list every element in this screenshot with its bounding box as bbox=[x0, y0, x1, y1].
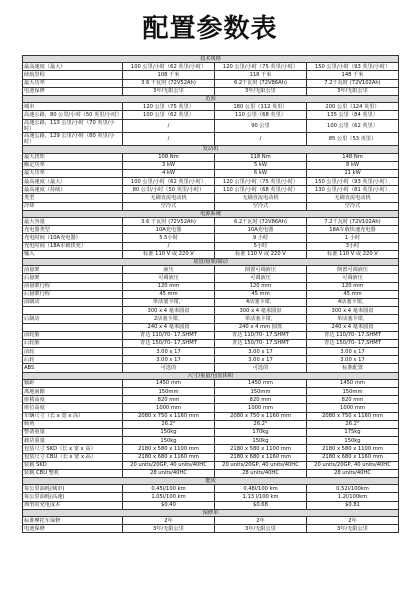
spec-value: 100 公里（62 英里） bbox=[307, 119, 399, 132]
spec-value: 120 mm bbox=[123, 282, 215, 290]
table-row bbox=[23, 331, 399, 339]
spec-value: 3.00 x 17 bbox=[307, 348, 399, 356]
spec-sheet bbox=[22, 55, 398, 533]
table-row bbox=[23, 453, 399, 461]
spec-value: 可调液压 bbox=[123, 274, 215, 282]
section-header-row bbox=[23, 478, 399, 485]
spec-value: 3年/无限公里 bbox=[215, 525, 307, 533]
spec-value: 110 公里/小时（68 英里/小时） bbox=[215, 186, 307, 194]
spec-value: 青达 110/70- 17,SHMT bbox=[307, 331, 399, 339]
spec-value: 可调液压 bbox=[307, 274, 399, 282]
spec-value: 1.05l/100 km bbox=[123, 493, 215, 501]
section-title: 尺寸/重量/包装体积 bbox=[23, 372, 399, 379]
table-row bbox=[23, 87, 399, 95]
row-label: 高速公路，80 公里/小时（50 英里/小时） bbox=[24, 111, 122, 118]
row-label: 前悬架 bbox=[23, 266, 123, 274]
section-title: 发动机 bbox=[23, 146, 399, 153]
spec-value: 0.52l/100km bbox=[307, 485, 399, 493]
spec-value: 0.45l/100 km bbox=[123, 485, 215, 493]
row-label: 最高速度（最大） bbox=[23, 178, 123, 186]
spec-value: 可选的 bbox=[215, 364, 307, 372]
spec-value: 3 kW bbox=[123, 161, 215, 169]
row-label: 标准摩托车保修 bbox=[23, 517, 123, 525]
row-label: 最大扭矩 bbox=[23, 153, 123, 161]
spec-value: 28 units/40HC bbox=[307, 469, 399, 477]
spec-value: 26.2° bbox=[215, 420, 307, 428]
spec-value: 7.2千瓦时 (72V102Ah) bbox=[307, 79, 399, 87]
section-title: 底盘/悬架/制动 bbox=[23, 259, 399, 266]
spec-value: 90 公里 bbox=[215, 119, 307, 132]
spec-value: $0.40 bbox=[123, 501, 215, 509]
spec-value: 单活塞卡钳， bbox=[215, 315, 307, 323]
spec-value: 28 units/40HC bbox=[123, 469, 215, 477]
spec-value: 150kg bbox=[307, 437, 399, 445]
spec-value: 2年 bbox=[215, 517, 307, 525]
spec-value: 26.2° bbox=[307, 420, 399, 428]
spec-value: 3.00 x 17 bbox=[123, 356, 215, 364]
spec-value: 倒置可调液压 bbox=[307, 266, 399, 274]
spec-value: 单活塞卡钳， bbox=[123, 298, 215, 306]
spec-value: 空冷式 bbox=[307, 202, 399, 210]
row-label: 前悬架行程 bbox=[23, 282, 123, 290]
spec-value: 液压 bbox=[123, 266, 215, 274]
table-row bbox=[23, 348, 399, 356]
table-row bbox=[23, 242, 399, 250]
spec-value: 300 x 4 毫米圆盘 bbox=[215, 307, 307, 315]
spec-value: / bbox=[123, 242, 215, 250]
section-title: 能效 bbox=[23, 478, 399, 485]
spec-value: 240 x 4 毫米圆盘 bbox=[123, 323, 215, 331]
spec-value: 150mm bbox=[307, 388, 399, 396]
table-row bbox=[23, 469, 399, 477]
spec-value: 118 千米 bbox=[215, 71, 307, 79]
spec-value: / bbox=[215, 132, 307, 145]
spec-value: 2活塞卡钳， bbox=[123, 315, 215, 323]
row-label: 最大容量 bbox=[23, 218, 123, 226]
spec-value: 240 x 4 mm 圆盘 bbox=[215, 323, 307, 331]
row-label: 每公里油耗(城市) bbox=[23, 485, 123, 493]
spec-value: 2080 x 750 x 1160 mm bbox=[123, 412, 215, 420]
spec-value: 820 mm bbox=[215, 396, 307, 404]
row-label: 轴距 bbox=[23, 379, 123, 387]
spec-value: 45 mm bbox=[215, 290, 307, 298]
row-label: 输入 bbox=[23, 250, 123, 258]
spec-value: 无刷直流电动机 bbox=[307, 194, 399, 202]
spec-value: 2180 x 580 x 1100 mm bbox=[307, 445, 399, 453]
table-row bbox=[23, 307, 399, 315]
table-row bbox=[23, 250, 399, 258]
table-row bbox=[23, 461, 399, 469]
spec-value: 1000 mm bbox=[123, 404, 215, 412]
row-label: 最大功率 bbox=[23, 169, 123, 177]
spec-value: 3.00 x 17 bbox=[215, 348, 307, 356]
row-label: ABS bbox=[23, 364, 123, 372]
spec-value: 120 mm bbox=[215, 282, 307, 290]
table-row bbox=[23, 186, 399, 194]
row-label: 后制动 bbox=[23, 315, 123, 323]
spec-value: 7.2千瓦时 (72V102Ah) bbox=[307, 218, 399, 226]
spec-value: 倒置可调液压 bbox=[215, 266, 307, 274]
row-label: 城市 bbox=[23, 103, 123, 111]
spec-value: 0.48l/100 km bbox=[215, 485, 307, 493]
row-label: 电池保修 bbox=[23, 87, 123, 95]
spec-value: 空冷式 bbox=[123, 202, 215, 210]
spec-value: 120 公里（75 英里） bbox=[123, 103, 215, 111]
spec-value: 青达 110/70- 17,SHMT bbox=[215, 331, 307, 339]
spec-table bbox=[22, 55, 399, 533]
spec-value: 标准 110 V 或 220 V bbox=[215, 250, 307, 258]
spec-value: 2180 x 580 x 1100 mm bbox=[123, 445, 215, 453]
spec-value: 150kg bbox=[123, 437, 215, 445]
spec-value: 150kg bbox=[215, 437, 307, 445]
spec-value: 2080 x 750 x 1160 mm bbox=[215, 412, 307, 420]
spec-value: 3年/无限公里 bbox=[123, 87, 215, 95]
spec-value: 1.2l/100km bbox=[307, 493, 399, 501]
table-row bbox=[23, 501, 399, 509]
table-row bbox=[23, 161, 399, 169]
table-row bbox=[23, 202, 399, 210]
table-row bbox=[23, 315, 399, 323]
spec-value: / bbox=[123, 132, 215, 145]
row-label: 典型的充电成本 bbox=[23, 501, 123, 509]
spec-value: 3.6 千瓦时 (72V52Ah) bbox=[123, 79, 215, 87]
table-row bbox=[23, 388, 399, 396]
section-title: 范围 bbox=[23, 95, 399, 102]
spec-value: 175kg bbox=[307, 428, 399, 436]
spec-value: 20 units/20GP, 40 units/40HC bbox=[307, 461, 399, 469]
spec-value: 青达 150/70- 17,SHMT bbox=[215, 339, 307, 347]
spec-value: 110 公里（68 英里） bbox=[215, 111, 307, 119]
row-label: 包装尺寸 CBU（长 x 宽 x 高） bbox=[23, 453, 123, 461]
row-label: 车辆尺寸（长 x 宽 x 高） bbox=[23, 412, 123, 420]
spec-value: 1 小时 bbox=[307, 234, 399, 242]
section-title: 电源系统 bbox=[23, 210, 399, 217]
spec-value: 无刷直流电动机 bbox=[215, 194, 307, 202]
table-row bbox=[23, 298, 399, 306]
row-label: 整备重量 bbox=[23, 428, 123, 436]
spec-value: 1.13 l/100 km bbox=[215, 493, 307, 501]
spec-value: 3年/无限公里 bbox=[215, 87, 307, 95]
spec-value: 2180 x 580 x 1100 mm bbox=[215, 445, 307, 453]
table-row bbox=[23, 493, 399, 501]
spec-value: 20 units/20GP, 40 units/40HC bbox=[123, 461, 215, 469]
spec-value: 118 Nm bbox=[215, 153, 307, 161]
row-label: 充电器类型 bbox=[23, 226, 123, 234]
spec-value: 150 公里/小时（93 英里/小时） bbox=[307, 178, 399, 186]
spec-value: 108 Nm bbox=[123, 153, 215, 161]
row-label: 前轮 bbox=[23, 348, 123, 356]
row-label: 高速公路，129 公里/小时（80 英里/小时） bbox=[23, 132, 123, 145]
table-row bbox=[23, 266, 399, 274]
table-row bbox=[23, 178, 399, 186]
row-label: 充电时间（18A车载快充） bbox=[23, 242, 123, 250]
spec-value: 可选的 bbox=[123, 364, 215, 372]
spec-value: 3小时 bbox=[307, 242, 399, 250]
spec-value: 150mm bbox=[123, 388, 215, 396]
spec-value: 85 公里（53 英里） bbox=[307, 132, 399, 145]
table-row bbox=[23, 282, 399, 290]
table-row bbox=[23, 396, 399, 404]
spec-value: 820 mm bbox=[123, 396, 215, 404]
row-label: 最高速度（最大） bbox=[23, 63, 123, 71]
row-label: 后轮 bbox=[23, 356, 123, 364]
spec-value: 150kg bbox=[123, 428, 215, 436]
spec-value: 单活塞卡钳， bbox=[307, 315, 399, 323]
spec-value: 1000 mm bbox=[307, 404, 399, 412]
row-label: 冷却 bbox=[23, 202, 123, 210]
spec-value: 6 kW bbox=[215, 169, 307, 177]
spec-value: 240 x 4 毫米圆盘 bbox=[307, 323, 399, 331]
table-row bbox=[23, 103, 399, 111]
table-row bbox=[23, 218, 399, 226]
spec-value: 2180 x 680 x 1160 mm bbox=[215, 453, 307, 461]
spec-value: $0.81 bbox=[307, 501, 399, 509]
spec-value: 200 公里（124 英里） bbox=[307, 103, 399, 111]
table-row bbox=[23, 485, 399, 493]
spec-value: 100 公里/小时（62 英里/小时） bbox=[123, 178, 215, 186]
table-row bbox=[23, 290, 399, 298]
table-row bbox=[23, 71, 399, 79]
spec-value: 170kg bbox=[215, 428, 307, 436]
spec-value: 4活塞卡钳， bbox=[215, 298, 307, 306]
spec-value: 1450 mm bbox=[123, 379, 215, 387]
section-header-row bbox=[23, 56, 399, 63]
spec-value: 8 kW bbox=[307, 161, 399, 169]
spec-value: 青达 150/70- 17,SHMT bbox=[307, 339, 399, 347]
spec-value: 3.00 x 17 bbox=[215, 356, 307, 364]
table-row bbox=[23, 274, 399, 282]
spec-value: 2年 bbox=[123, 517, 215, 525]
row-label bbox=[23, 307, 123, 315]
section-header-row bbox=[23, 372, 399, 379]
section-title: 技术规格 bbox=[23, 56, 399, 63]
spec-value: 标准配置 bbox=[307, 364, 399, 372]
spec-value: 可调液压 bbox=[215, 274, 307, 282]
table-row bbox=[23, 111, 399, 119]
spec-value: 10A充电器 bbox=[215, 226, 307, 234]
table-row bbox=[23, 404, 399, 412]
table-row bbox=[23, 445, 399, 453]
section-header-row bbox=[23, 95, 399, 102]
table-row bbox=[23, 79, 399, 87]
section-header-row bbox=[23, 210, 399, 217]
section-title: 保修单 bbox=[23, 509, 399, 516]
table-row bbox=[23, 153, 399, 161]
table-row bbox=[23, 412, 399, 420]
row-label: 座位高度 bbox=[23, 404, 123, 412]
spec-value: 4活塞卡钳， bbox=[307, 298, 399, 306]
spec-value: 45 mm bbox=[123, 290, 215, 298]
spec-value: 青达 150/70- 17,SHMT bbox=[123, 339, 215, 347]
row-label: 前轮胎 bbox=[23, 331, 123, 339]
spec-value: 标准 110 V 或 220 V bbox=[307, 250, 399, 258]
spec-value: 28 units/40HC bbox=[215, 469, 307, 477]
table-row bbox=[23, 194, 399, 202]
row-label: 包装尺寸 SKD（长 x 宽 x 高） bbox=[23, 445, 123, 453]
page-title: 配置参数表 bbox=[142, 14, 278, 44]
row-label: 倾角 bbox=[23, 420, 123, 428]
spec-value: 5.5小时 bbox=[123, 234, 215, 242]
spec-value: 9 小时 bbox=[215, 234, 307, 242]
row-label: 高速公路，113 公里/小时（70 英里/小时） bbox=[23, 119, 123, 132]
spec-value: 6.2千瓦时 (72V86Ah) bbox=[215, 79, 307, 87]
row-label: 充电时间（10A充电器） bbox=[23, 234, 123, 242]
spec-value: 3年/无限公里 bbox=[307, 525, 399, 533]
spec-value: 青达 110/70- 17,SHMT bbox=[123, 331, 215, 339]
row-label: 类型 bbox=[23, 194, 123, 202]
spec-value: 180 公里（112 英里） bbox=[215, 103, 307, 111]
spec-value: 20 units/20GP, 40 units/40HC bbox=[215, 461, 307, 469]
spec-value: 820 mm bbox=[307, 396, 399, 404]
row-label: 装载 SKD bbox=[23, 461, 123, 469]
table-row bbox=[23, 339, 399, 347]
row-label: 续航里程 bbox=[23, 71, 123, 79]
row-label: 后悬架 bbox=[23, 274, 123, 282]
table-row bbox=[23, 364, 399, 372]
spec-value: 3.00 x 17 bbox=[123, 348, 215, 356]
spec-value: 1450 mm bbox=[215, 379, 307, 387]
spec-value: 26.2° bbox=[123, 420, 215, 428]
spec-value: 18A车载快速充电器 bbox=[307, 226, 399, 234]
row-label: 载货重量 bbox=[23, 437, 123, 445]
section-header-row bbox=[23, 259, 399, 266]
spec-value: 10A充电器 bbox=[123, 226, 215, 234]
table-row bbox=[23, 119, 399, 132]
table-row bbox=[23, 356, 399, 364]
row-label: 最大功率 bbox=[23, 79, 123, 87]
table-row bbox=[23, 169, 399, 177]
table-row bbox=[23, 234, 399, 242]
spec-value: 3年/无限公里 bbox=[123, 525, 215, 533]
row-label: 装载 CBU 整机 bbox=[23, 469, 123, 477]
table-row bbox=[23, 323, 399, 331]
section-header-row bbox=[23, 509, 399, 516]
spec-value: 标准 110 V 或 220 V bbox=[123, 250, 215, 258]
spec-value: 3.6 千瓦时 (72V52Ah) bbox=[123, 218, 215, 226]
table-row bbox=[23, 525, 399, 533]
spec-value: 2180 x 680 x 1160 mm bbox=[123, 453, 215, 461]
row-label: 后悬架行程 bbox=[23, 290, 123, 298]
spec-value: 空冷式 bbox=[215, 202, 307, 210]
row-label: 前制动 bbox=[23, 298, 123, 306]
spec-value: 150 公里/小时（93 英里/小时） bbox=[307, 63, 399, 71]
table-row bbox=[23, 420, 399, 428]
spec-value: 300 x 4 毫米圆盘 bbox=[307, 307, 399, 315]
spec-value: 无刷直流电动机 bbox=[123, 194, 215, 202]
spec-value: 130 公里/小时（81 英里/小时） bbox=[307, 186, 399, 194]
spec-value: 2180 x 680 x 1160 mm bbox=[307, 453, 399, 461]
spec-value: 120 公里/小时（75 英里/小时） bbox=[215, 178, 307, 186]
table-row bbox=[23, 517, 399, 525]
spec-value: 300 x 4 毫米圆盘 bbox=[123, 307, 215, 315]
spec-value: 2年 bbox=[307, 517, 399, 525]
table-row bbox=[23, 379, 399, 387]
section-header-row bbox=[23, 146, 399, 153]
row-label: 离地间隙 bbox=[23, 388, 123, 396]
spec-value: 5小时 bbox=[215, 242, 307, 250]
spec-value: 11 kW bbox=[307, 169, 399, 177]
table-row bbox=[23, 132, 399, 145]
spec-value: 100 公里（62 英里） bbox=[123, 111, 215, 119]
spec-value: 5 kW bbox=[215, 161, 307, 169]
spec-value: 1000 mm bbox=[215, 404, 307, 412]
spec-value: 45 mm bbox=[307, 290, 399, 298]
spec-value: 100 公里/小时（62 英里/小时） bbox=[123, 63, 215, 71]
table-row bbox=[23, 63, 399, 71]
table-row bbox=[23, 226, 399, 234]
spec-value: 4 kW bbox=[123, 169, 215, 177]
spec-value: 120 公里/小时（75 英里/小时） bbox=[215, 63, 307, 71]
row-label: 座椅高度 bbox=[23, 396, 123, 404]
spec-value: 3年/无限公里 bbox=[307, 87, 399, 95]
spec-value: 6.2千瓦时 (72V86Ah) bbox=[215, 218, 307, 226]
row-label: 后轮胎 bbox=[23, 339, 123, 347]
spec-value: $0.68 bbox=[215, 501, 307, 509]
spec-value: 3.00 x 17 bbox=[307, 356, 399, 364]
spec-value: 120 mm bbox=[307, 282, 399, 290]
table-row bbox=[23, 428, 399, 436]
row-label: 每公里油耗(高速) bbox=[23, 493, 123, 501]
table-row bbox=[23, 437, 399, 445]
row-label: 最高速度（持续） bbox=[23, 186, 123, 194]
row-label: 额定功率 bbox=[23, 161, 123, 169]
spec-value: 135 公里（84 英里） bbox=[307, 111, 399, 119]
row-label bbox=[23, 323, 123, 331]
spec-value: 108 千米 bbox=[123, 71, 215, 79]
spec-value: 2080 x 750 x 1160 mm bbox=[307, 412, 399, 420]
row-label: 电池保修 bbox=[23, 525, 123, 533]
spec-value: 150mm bbox=[215, 388, 307, 396]
spec-value: 80 公里/小时（50 英里/小时） bbox=[123, 186, 215, 194]
spec-value: 148 Nm bbox=[307, 153, 399, 161]
spec-value: / bbox=[123, 119, 215, 132]
spec-value: 1450 mm bbox=[307, 379, 399, 387]
spec-value: 148 千米 bbox=[307, 71, 399, 79]
